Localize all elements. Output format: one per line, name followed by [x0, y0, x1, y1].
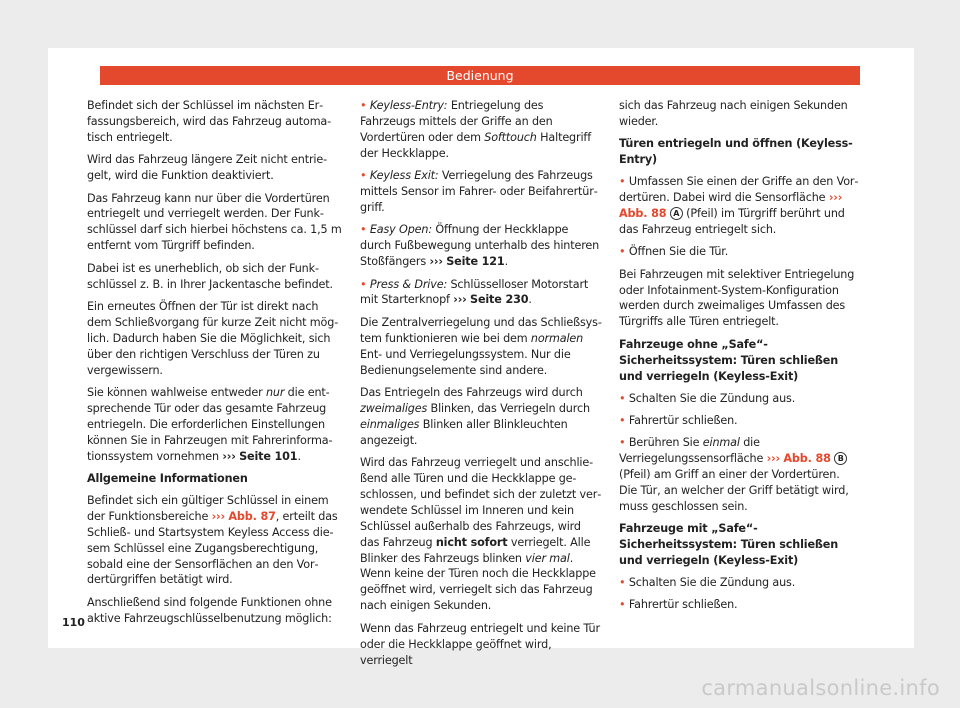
paragraph: Sie können wahlweise entweder nur die entsprechende Tür oder das gesamte Fahrzeug entriegeln. Die erforderlichen Einstellungen können Sie in Fahrzeugen mit Fahrerinformationssystem vornehmen ››› Seite 101.	[87, 386, 333, 463]
figure-link[interactable]: Abb. 88	[619, 206, 667, 220]
reference-arrow: ›››	[828, 191, 843, 205]
page-link[interactable]: Seite 101	[239, 449, 298, 463]
bullet-item: • Easy Open: Öffnung der Heckklappe durch Fußbewegung unterhalb des hinteren Stoßfängers ››› Seite 121.	[360, 223, 600, 269]
paragraph: Befindet sich ein gültiger Schlüssel in einem der Funktionsbereiche ››› Abb. 87, erteilt das Schließ- und Startsystem Keyless Access diesem Schlüssel eine Zugangsberechtigung, sobald eine der Sensorflächen an den Vordertürgriffen betätigt wird.	[87, 493, 338, 587]
column-middle	[360, 98, 602, 675]
column-right	[619, 98, 861, 620]
subheading: Türen entriegeln und öffnen (Keyless-Entry)	[619, 137, 853, 167]
figure-link[interactable]: Abb. 88	[783, 452, 831, 466]
column-left	[87, 98, 343, 633]
reference-arrow: ›››	[222, 449, 236, 463]
reference-arrow: ›››	[429, 255, 443, 269]
paragraph: Befindet sich der Schlüssel im nächsten Erfassungsbereich, wird das Fahrzeug automatisch entriegelt.	[87, 99, 332, 144]
bullet-item: • Schalten Sie die Zündung aus.	[619, 391, 796, 405]
paragraph: Das Entriegeln des Fahrzeugs wird durch zweimaliges Blinken, das Verriegeln durch einmaliges Blinken aller Blinkleuchten angezeigt.	[360, 386, 590, 447]
bullet-icon: •	[360, 277, 367, 291]
bullet-item: • Umfassen Sie einen der Griffe an den Vordertüren. Dabei wird die Sensorfläche ››› Abb. 88 A (Pfeil) im Türgriff berührt und das Fahrzeug entriegelt sich.	[619, 175, 859, 236]
page-link[interactable]: Seite 121	[446, 255, 505, 269]
bullet-icon: •	[360, 99, 367, 112]
bullet-icon: •	[360, 169, 367, 183]
paragraph: Bei Fahrzeugen mit selektiver Entriegelung oder Infotainment-System-Konfiguration werden durch zweimaliges Umfassen des Türgriffs alle Türen entriegelt.	[619, 267, 855, 329]
reference-arrow: ›››	[211, 509, 225, 523]
bullet-item: • Öffnen Sie die Tür.	[619, 245, 729, 259]
paragraph: Dabei ist es unerheblich, ob sich der Funkschlüssel z. B. in Ihrer Jackentasche befindet.	[87, 261, 333, 291]
callout-a-icon: A	[670, 207, 683, 220]
bullet-item: • Press & Drive: Schlüsselloser Motorstart mit Starterknopf ››› Seite 230.	[360, 277, 589, 307]
bullet-icon: •	[360, 223, 367, 237]
bullet-icon: •	[619, 598, 626, 612]
bullet-icon: •	[619, 576, 626, 590]
paragraph: Wird das Fahrzeug längere Zeit nicht entriegelt, wird die Funktion deaktiviert.	[87, 153, 328, 183]
subheading: Fahrzeuge mit „Safe“-Sicherheitssystem: Türen schließen und verriegeln (Keyless-Exit)	[619, 522, 839, 568]
paragraph: Die Zentralverriegelung und das Schließsystem funktionieren wie bei dem normalen Ent- und Verriegelungssystem. Nur die Bedienungselemente sind andere.	[360, 315, 602, 377]
bullet-icon: •	[619, 175, 626, 189]
bullet-item: • Berühren Sie einmal die Verriegelungssensorfläche ››› Abb. 88 B (Pfeil) am Griff an einer der Vordertüren. Die Tür, an welcher der Griff betätigt wird, muss geschlossen sein.	[619, 436, 849, 513]
bullet-icon: •	[619, 413, 626, 427]
subheading: Fahrzeuge ohne „Safe“-Sicherheitssystem: Türen schließen und verriegeln (Keyless-Exit)	[619, 337, 839, 383]
bullet-icon: •	[619, 391, 626, 405]
page-number: 110	[62, 616, 85, 629]
bullet-item: • Keyless-Entry: Entriegelung des Fahrzeugs mittels der Griffe an den Vordertüren oder dem Softtouch Haltegriff der Heckklappe.	[360, 99, 591, 160]
reference-arrow: ›››	[766, 452, 781, 466]
paragraph: sich das Fahrzeug nach einigen Sekunden wieder.	[619, 99, 848, 128]
bullet-icon: •	[619, 245, 626, 259]
bullet-item: • Fahrertür schließen.	[619, 413, 738, 427]
callout-b-icon: B	[834, 452, 847, 465]
bullet-icon: •	[619, 436, 626, 450]
reference-arrow: ›››	[453, 293, 467, 307]
paragraph: Wenn das Fahrzeug entriegelt und keine Tür oder die Heckklappe geöffnet wird, verriegelt	[360, 621, 600, 667]
page-link[interactable]: Seite 230	[470, 293, 529, 307]
section-header: Bedienung	[100, 66, 860, 85]
paragraph: Das Fahrzeug kann nur über die Vordertüren entriegelt und verriegelt werden. Der Funkschlüssel darf sich hierbei höchstens ca. 1,5 m entfernt vom Türgriff befinden.	[87, 191, 342, 253]
bullet-item: • Schalten Sie die Zündung aus.	[619, 576, 796, 590]
watermark: carmanualsonline.info	[701, 676, 940, 700]
paragraph: Anschließend sind folgende Funktionen ohne aktive Fahrzeugschlüsselbenutzung möglich:	[87, 595, 332, 625]
subheading: Allgemeine Informationen	[87, 472, 248, 486]
figure-link[interactable]: Abb. 87	[228, 509, 276, 523]
paragraph: Wird das Fahrzeug verriegelt und anschließend alle Türen und die Heckklappe geschlossen, und befindet sich der zuletzt verwendete Schlüssel im Inneren und kein Schlüssel außerhalb des Fahrzeugs, wird das Fahrzeug nicht sofort verriegelt. Alle Blinker des Fahrzeugs blinken vier mal. Wenn keine der Türen noch die Heckklappe geöffnet wird, verriegelt sich das Fahrzeug nach einigen Sekunden.	[360, 456, 602, 613]
bullet-item: • Keyless Exit: Verriegelung des Fahrzeugs mittels Sensor im Fahrer- oder Beifahrertürgriff.	[360, 169, 598, 214]
paragraph: Ein erneutes Öffnen der Tür ist direkt nach dem Schließvorgang für kurze Zeit nicht möglich. Dadurch haben Sie die Möglichkeit, sich über den richtigen Verschluss der Türen zu vergewissern.	[87, 299, 339, 377]
bullet-item: • Fahrertür schließen.	[619, 598, 738, 612]
